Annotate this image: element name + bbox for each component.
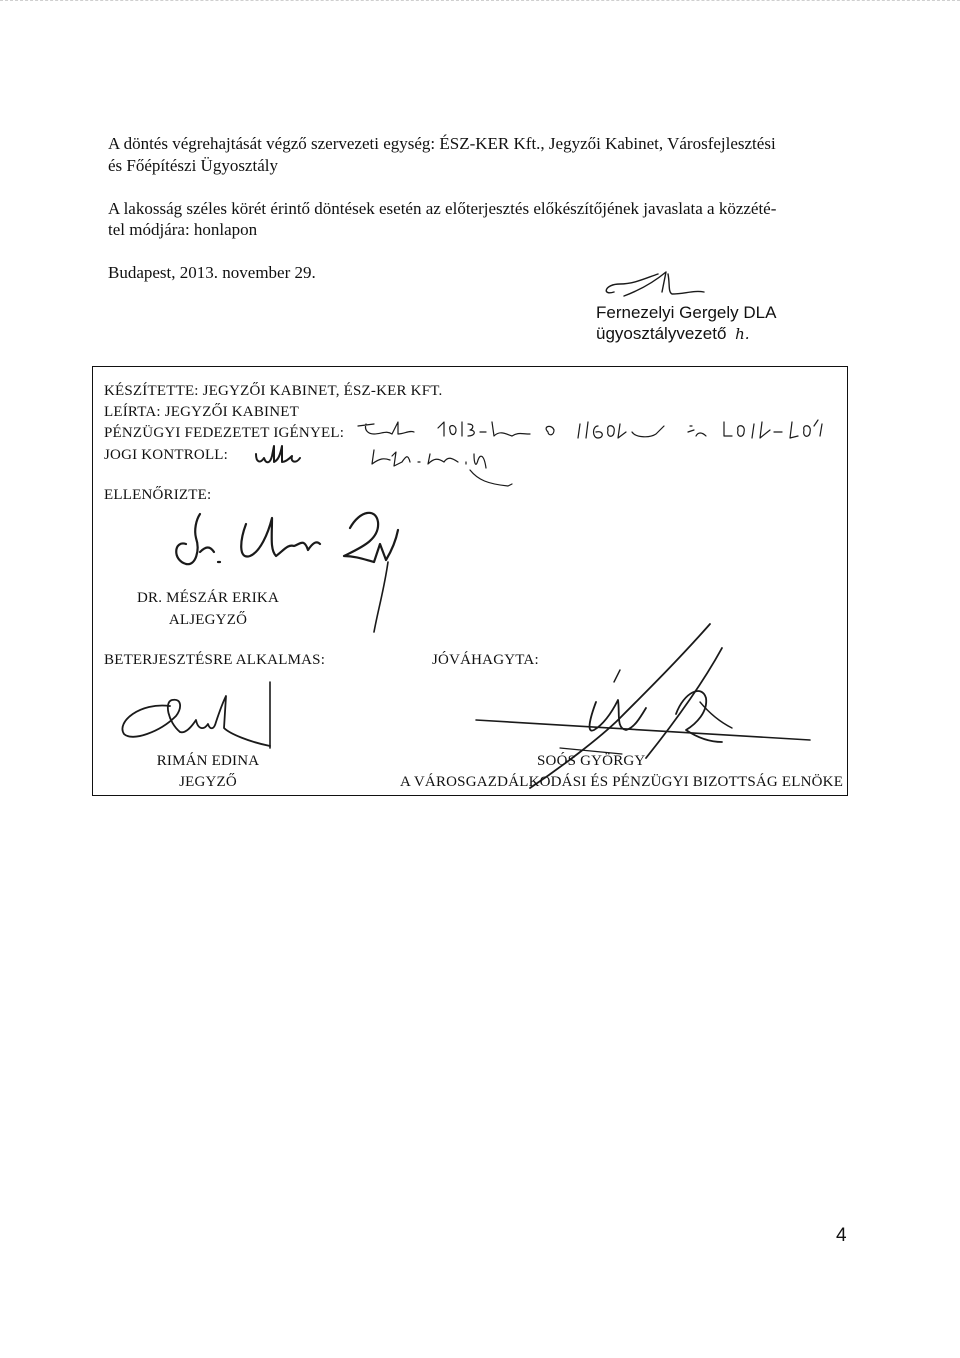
prepared-by-label: KÉSZÍTETTE: [104, 383, 199, 399]
notary-name: RIMÁN EDINA [156, 753, 260, 769]
signatory-title [596, 323, 750, 345]
signatory-title-text: ügyosztályvezető [596, 324, 727, 343]
submission-suitable-label: BETERJESZTÉSRE ALKALMAS: [104, 652, 326, 668]
committee-chair-name: SOÓS GYÖRGY [537, 753, 646, 769]
legal-control-label: JOGI KONTROLL: [104, 447, 229, 463]
deputy-notary-title: ALJEGYZŐ [168, 612, 248, 628]
signatory-name: Fernezelyi Gergely DLA [596, 303, 777, 322]
scan-edge [0, 0, 960, 5]
executing-unit-line-2: és Főépítészi Ügyosztály [108, 156, 278, 175]
written-by-value: JEGYZŐI KABINET [164, 404, 299, 420]
written-by-row [104, 404, 299, 421]
place-and-date: Budapest, 2013. november 29. [108, 263, 316, 282]
approved-by-label: JÓVÁHAGYTA: [432, 652, 539, 668]
executing-unit-line-1: A döntés végrehajtását végző szervezeti egység: ÉSZ-KER Kft., Jegyzői Kabinet, Városfejlesztési [108, 134, 776, 153]
publication-line-2: tel módjára: honlapon [108, 220, 258, 239]
publication-line-1: A lakosság széles körét érintő döntések esetén az előterjesztés előkészítőjének javaslata a közzété- [108, 199, 777, 218]
financial-cover-label: PÉNZÜGYI FEDEZETET IGÉNYEL: [104, 425, 345, 441]
committee-chair-title: A VÁROSGAZDÁLKODÁSI ÉS PÉNZÜGYI BIZOTTSÁG ELNÖKE [400, 774, 844, 790]
written-by-label: LEÍRTA: [104, 404, 161, 420]
page-number: 4 [836, 1225, 847, 1246]
notary-signature [110, 676, 290, 758]
legal-control-handwritten-note [252, 440, 512, 500]
deputy-notary-name: DR. MÉSZÁR ERIKA [137, 590, 279, 606]
prepared-by-row [104, 383, 442, 400]
notary-title: JEGYZŐ [179, 774, 237, 790]
prepared-by-value: JEGYZŐI KABINET, ÉSZ-KER KFT. [202, 383, 443, 399]
signatory-initial-mark: h. [735, 325, 750, 343]
checked-by-label: ELLENŐRIZTE: [104, 487, 212, 503]
